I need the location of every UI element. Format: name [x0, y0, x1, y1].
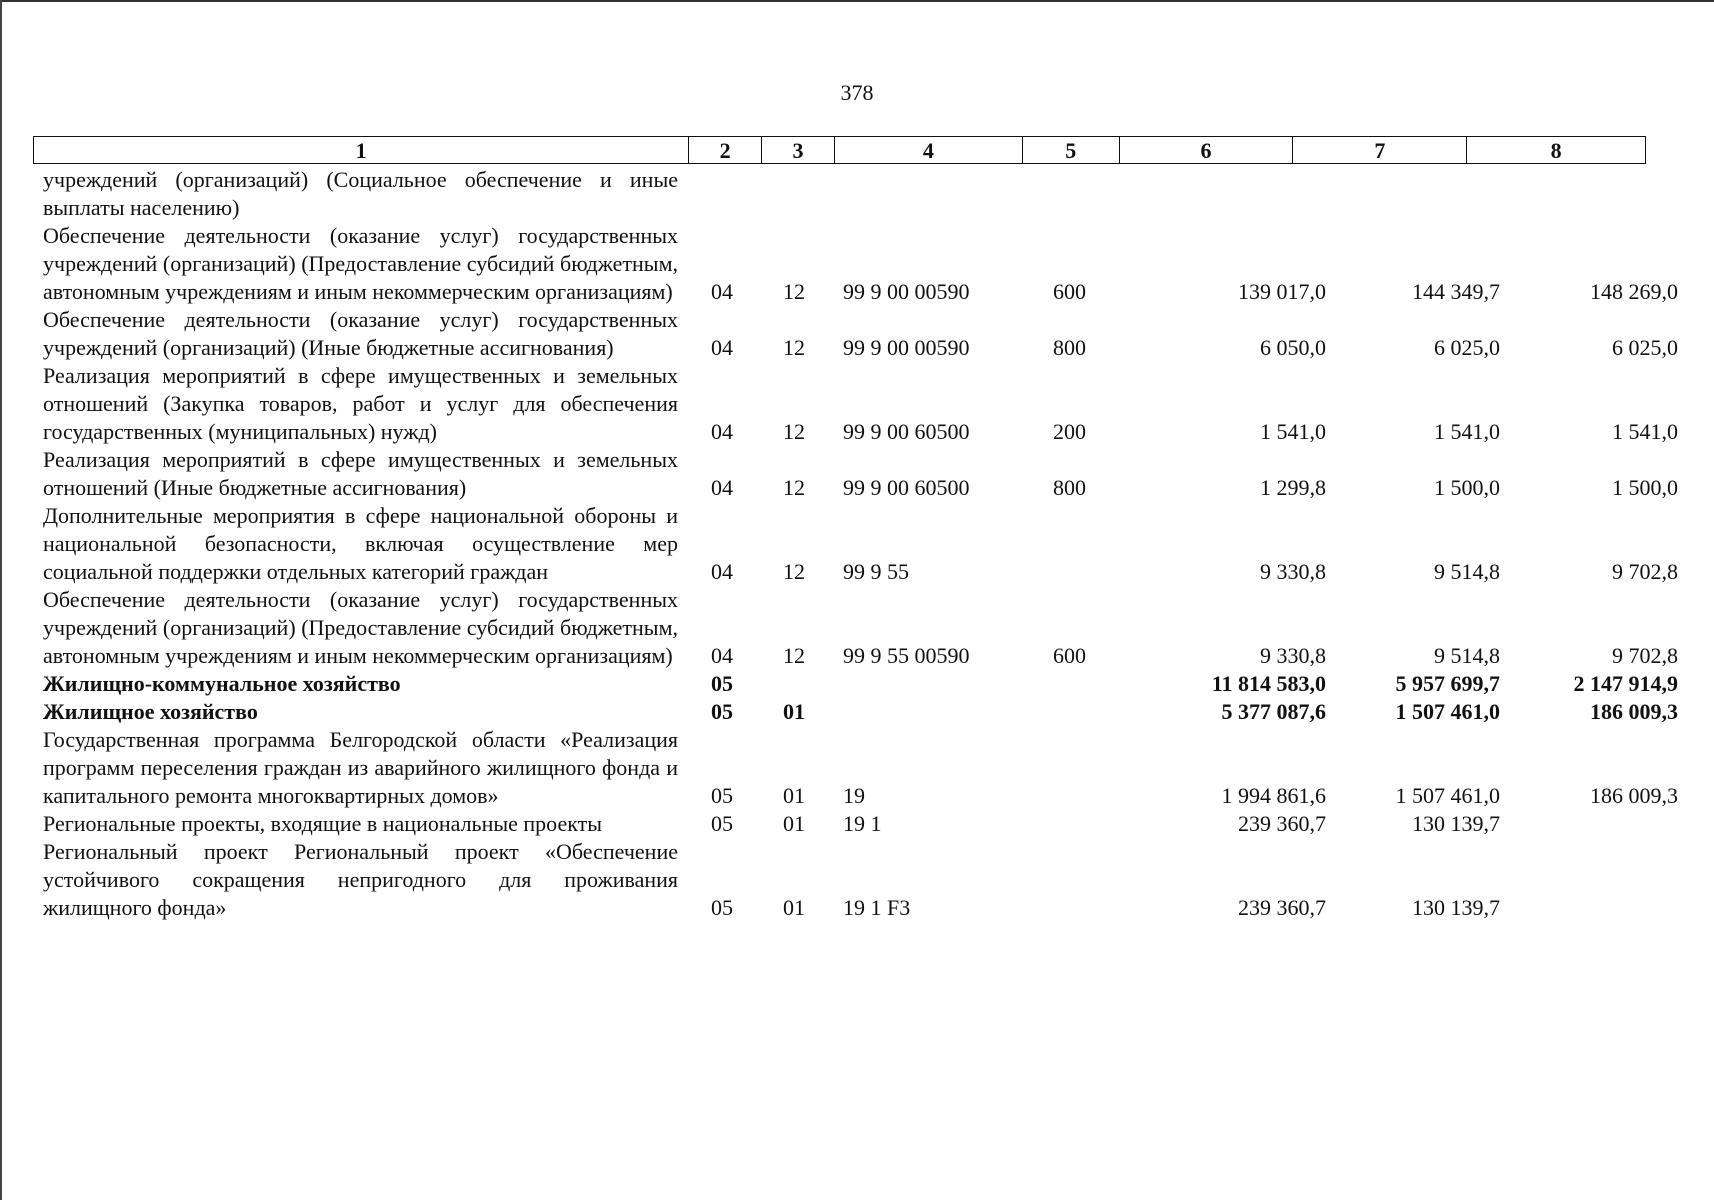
section-code-cell: 04: [711, 643, 733, 668]
amount-year2-cell: 130 139,7: [1412, 895, 1500, 920]
row-name-cell: Дополнительные мероприятия в сфере национальной обороны и национальной безопасности, включая осуществление мер социальной поддержки отдельных категорий граждан: [43, 503, 678, 584]
target-article-cell: 99 9 55: [843, 559, 909, 584]
amount-year2-cell: 6 025,0: [1434, 335, 1500, 360]
amount-year1-cell: 239 360,7: [1238, 811, 1326, 836]
target-article-cell: 99 9 00 00590: [843, 335, 970, 360]
amount-year2-cell: 9 514,8: [1434, 559, 1500, 584]
amount-year3-cell: 148 269,0: [1590, 279, 1678, 304]
table-header: [33, 136, 1646, 164]
amount-year1-cell: 5 377 087,6: [1221, 699, 1326, 724]
table-row: [43, 698, 1678, 726]
table-row: [43, 838, 1643, 922]
row-name-cell: Региональные проекты, входящие в национальные проекты: [43, 811, 603, 836]
amount-year1-cell: 1 994 861,6: [1221, 783, 1326, 808]
amount-year1-cell: 9 330,8: [1260, 559, 1326, 584]
row-name-cell: Региональный проект Региональный проект «Обеспечение устойчивого сокращения непригодного для проживания жилищного фонда»: [43, 839, 678, 920]
subsection-code-cell: 01: [783, 783, 805, 808]
expense-type-cell: 800: [1053, 335, 1086, 360]
target-article-cell: 19 1: [843, 811, 882, 836]
expense-type-cell: 800: [1053, 475, 1086, 500]
header-col-3: 3: [762, 137, 835, 163]
amount-year2-cell: 1 507 461,0: [1395, 699, 1500, 724]
amount-year2-cell: 5 957 699,7: [1395, 671, 1500, 696]
amount-year1-cell: 239 360,7: [1238, 895, 1326, 920]
amount-year2-cell: 1 507 461,0: [1395, 783, 1500, 808]
table-row: [43, 810, 1643, 838]
table-row: [43, 726, 1678, 810]
amount-year3-cell: 186 009,3: [1590, 699, 1678, 724]
subsection-code-cell: 12: [783, 643, 805, 668]
amount-year3-cell: 186 009,3: [1590, 783, 1678, 808]
header-col-2: 2: [689, 137, 762, 163]
target-article-cell: 99 9 00 60500: [843, 419, 970, 444]
row-name-cell: Обеспечение деятельности (оказание услуг) государственных учреждений (организаций) (Предоставление субсидий бюджетным, автономным учреждениям и иным некоммерческим организациям): [43, 223, 678, 304]
target-article-cell: 19: [843, 783, 865, 808]
expense-type-cell: 600: [1053, 643, 1086, 668]
amount-year2-cell: 144 349,7: [1412, 279, 1500, 304]
amount-year3-cell: 6 025,0: [1612, 335, 1678, 360]
subsection-code-cell: 12: [783, 335, 805, 360]
header-col-6: 6: [1120, 137, 1294, 163]
target-article-cell: 19 1 F3: [843, 895, 911, 920]
header-col-8: 8: [1550, 138, 1562, 163]
section-code-cell: 04: [711, 419, 733, 444]
expense-type-cell: 600: [1053, 279, 1086, 304]
subsection-code-cell: 01: [783, 699, 805, 724]
amount-year3-cell: 9 702,8: [1612, 559, 1678, 584]
section-code-cell: 05: [711, 783, 733, 808]
header-col-4: 4: [835, 137, 1023, 163]
table-row: [43, 166, 1643, 222]
scan-border-left: [0, 0, 2, 1200]
header-col-5: 5: [1023, 137, 1120, 163]
row-name-cell: Реализация мероприятий в сфере имущественных и земельных отношений (Иные бюджетные ассигнования): [43, 447, 678, 500]
section-code-cell: 04: [711, 559, 733, 584]
amount-year1-cell: 1 299,8: [1260, 475, 1326, 500]
section-code-cell: 05: [711, 811, 733, 836]
amount-year2-cell: 130 139,7: [1412, 811, 1500, 836]
header-col-7: 7: [1293, 137, 1467, 163]
subsection-code-cell: 01: [783, 811, 805, 836]
amount-year1-cell: 9 330,8: [1260, 643, 1326, 668]
amount-year2-cell: 1 541,0: [1434, 419, 1500, 444]
row-name-cell: Жилищное хозяйство: [43, 699, 258, 724]
table-row: [43, 446, 1678, 502]
amount-year3-cell: 9 702,8: [1612, 643, 1678, 668]
row-name-cell: учреждений (организаций) (Социальное обеспечение и иные выплаты населению): [43, 167, 678, 220]
row-name-cell: Обеспечение деятельности (оказание услуг) государственных учреждений (организаций) (Иные бюджетные ассигнования): [43, 307, 678, 360]
subsection-code-cell: 12: [783, 475, 805, 500]
section-code-cell: 04: [711, 335, 733, 360]
target-article-cell: 99 9 00 60500: [843, 475, 970, 500]
amount-year1-cell: 11 814 583,0: [1211, 671, 1326, 696]
expense-type-cell: 200: [1053, 419, 1086, 444]
amount-year1-cell: 1 541,0: [1260, 419, 1326, 444]
section-code-cell: 05: [711, 671, 733, 696]
subsection-code-cell: 12: [783, 279, 805, 304]
amount-year1-cell: 139 017,0: [1238, 279, 1326, 304]
target-article-cell: 99 9 55 00590: [843, 643, 970, 668]
row-name-cell: Обеспечение деятельности (оказание услуг) государственных учреждений (организаций) (Предоставление субсидий бюджетным, автономным учреждениям и иным некоммерческим организациям): [43, 587, 678, 668]
subsection-code-cell: 12: [783, 419, 805, 444]
section-code-cell: 05: [711, 699, 733, 724]
table-row: [43, 586, 1678, 670]
table-row: [43, 502, 1678, 586]
amount-year3-cell: 2 147 914,9: [1573, 671, 1678, 696]
table-row: [43, 306, 1678, 362]
target-article-cell: 99 9 00 00590: [843, 279, 970, 304]
table-row: [43, 222, 1678, 306]
scan-border-top: [0, 0, 1714, 2]
section-code-cell: 04: [711, 279, 733, 304]
table-row: [43, 670, 1678, 698]
amount-year2-cell: 9 514,8: [1434, 643, 1500, 668]
row-name-cell: Реализация мероприятий в сфере имущественных и земельных отношений (Закупка товаров, работ и услуг для обеспечения государственных (муниципальных) нужд): [43, 363, 678, 444]
amount-year3-cell: 1 541,0: [1612, 419, 1678, 444]
page-number: 378: [840, 80, 874, 105]
table-body: [43, 166, 1678, 922]
row-name-cell: Государственная программа Белгородской области «Реализация программ переселения граждан из аварийного жилищного фонда и капитального ремонта многоквартирных домов»: [43, 727, 678, 808]
section-code-cell: 05: [711, 895, 733, 920]
subsection-code-cell: 12: [783, 559, 805, 584]
table-row: [43, 362, 1678, 446]
row-name-cell: Жилищно-коммунальное хозяйство: [43, 671, 401, 696]
amount-year3-cell: 1 500,0: [1612, 475, 1678, 500]
header-col-1: 1: [34, 137, 689, 163]
subsection-code-cell: 01: [783, 895, 805, 920]
amount-year1-cell: 6 050,0: [1260, 335, 1326, 360]
amount-year2-cell: 1 500,0: [1434, 475, 1500, 500]
section-code-cell: 04: [711, 475, 733, 500]
